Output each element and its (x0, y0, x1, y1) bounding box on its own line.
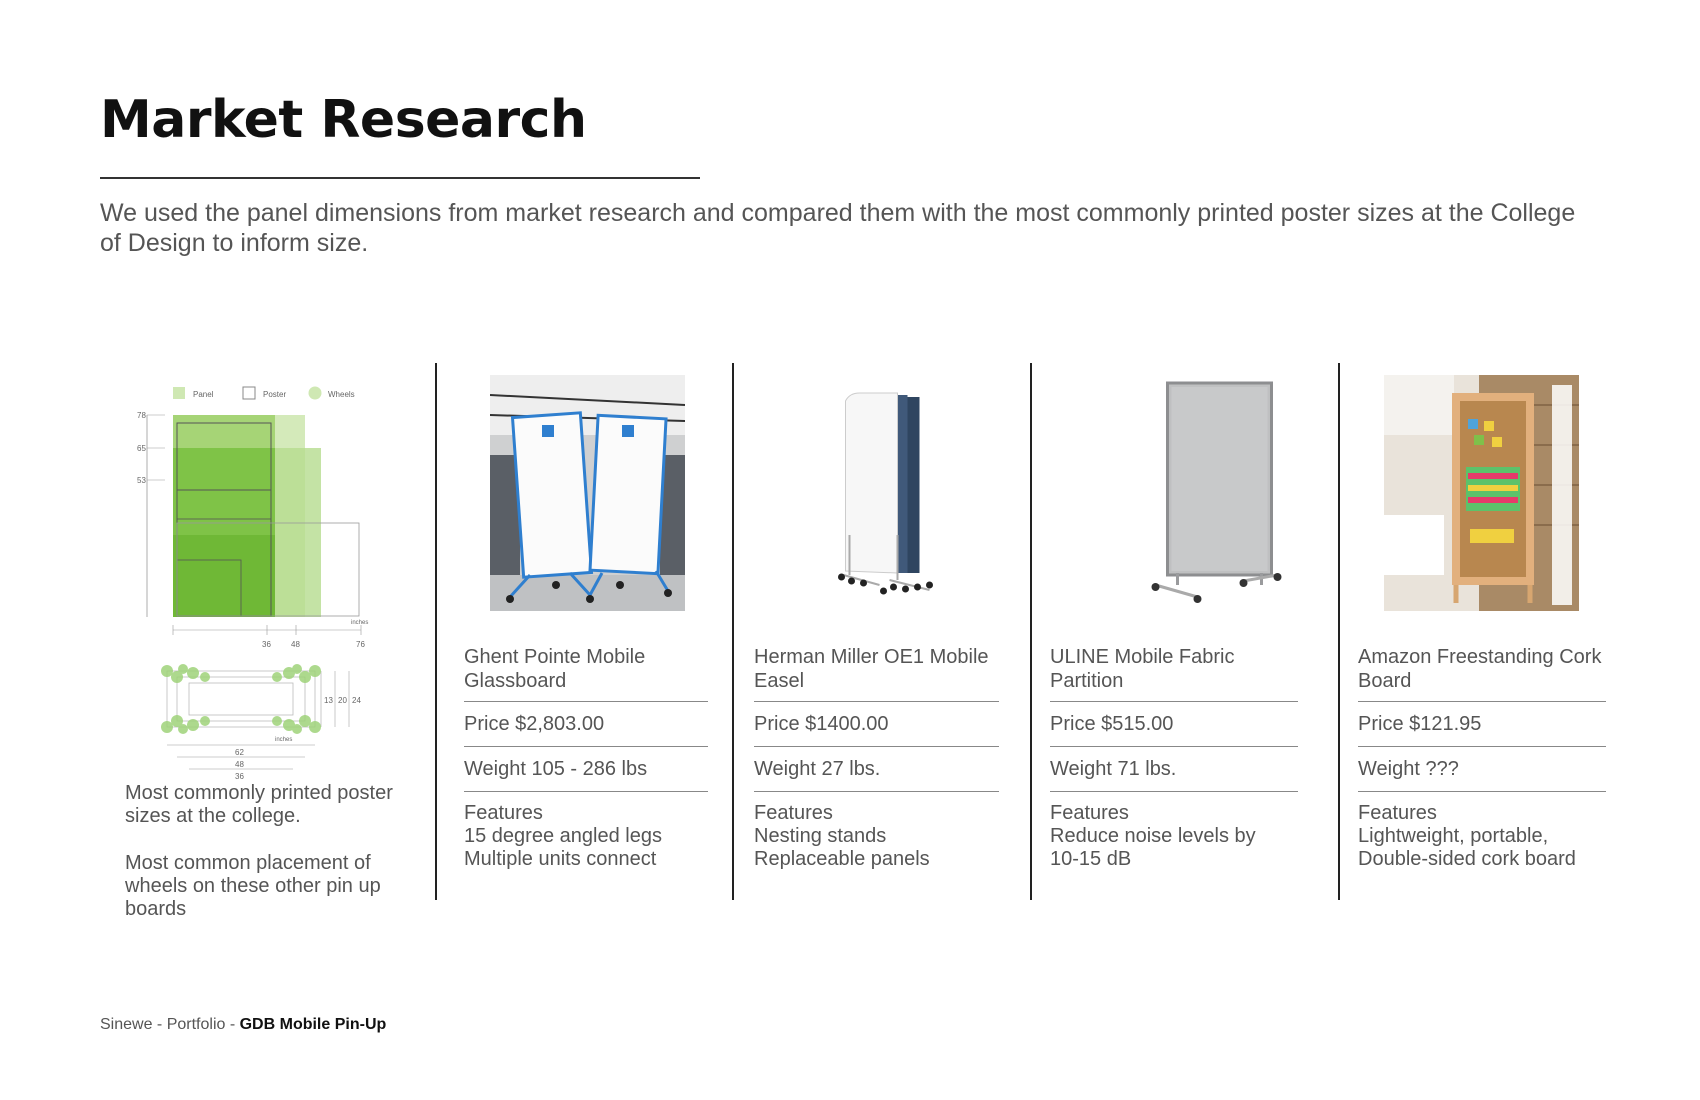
footer (100, 1016, 386, 1034)
feature-item: Double-sided cork board (1358, 848, 1576, 870)
caption-wheel-placement: Most common placement of wheels on these other pin up boards (125, 852, 381, 920)
column-divider (435, 363, 437, 900)
product-name: Herman Miller OE1 Mobile Easel (754, 646, 989, 692)
feature-item: 15 degree angled legs (464, 825, 662, 847)
page-title: Market Research (100, 90, 587, 150)
features-label: Features (464, 802, 543, 824)
legend-panel-label: Panel (193, 390, 214, 399)
cork-board-image (1384, 375, 1579, 611)
info-divider (1358, 746, 1606, 747)
info-divider (464, 746, 708, 747)
feature-item: 10-15 dB (1050, 848, 1132, 870)
info-divider (1358, 791, 1606, 792)
features-label: Features (1358, 802, 1437, 824)
partition-image (1120, 375, 1315, 611)
info-divider (1050, 701, 1298, 702)
info-divider (754, 701, 999, 702)
glassboard-image (490, 375, 685, 611)
column-divider (1338, 363, 1340, 900)
diagram-caption (125, 782, 425, 945)
wheel-unit-label: inches (275, 737, 293, 743)
info-divider (754, 791, 999, 792)
wheel-side-24: 24 (352, 696, 361, 705)
wheel-bottom-48: 48 (235, 760, 244, 769)
features-label: Features (1050, 802, 1129, 824)
wheel-bottom-36: 36 (235, 772, 244, 781)
product-name: Ghent Pointe Mobile Glassboard (464, 646, 646, 692)
x-unit-label: inches (351, 620, 369, 626)
feature-item: Nesting stands (754, 825, 887, 847)
caption-poster-sizes: Most commonly printed poster sizes at the college. (125, 782, 393, 827)
feature-item: Reduce noise levels by (1050, 825, 1256, 847)
product-weight: Weight 71 lbs. (1050, 758, 1177, 780)
info-divider (464, 701, 708, 702)
product-info (1050, 645, 1298, 871)
feature-item: Replaceable panels (754, 848, 930, 870)
wheel-markers (161, 664, 321, 734)
column-divider (732, 363, 734, 900)
legend-panel-swatch (173, 387, 185, 399)
features-label: Features (754, 802, 833, 824)
size-comparison-diagram (125, 375, 395, 785)
legend-poster-label: Poster (263, 390, 287, 399)
legend-wheel-swatch (309, 387, 322, 400)
info-divider (1050, 791, 1298, 792)
x-label-36: 36 (262, 640, 271, 649)
product-price: Price $2,803.00 (464, 713, 605, 735)
product-weight: Weight 105 - 286 lbs (464, 758, 648, 780)
product-info (754, 645, 999, 871)
product-weight: Weight ??? (1358, 758, 1459, 780)
y-label-53: 53 (137, 476, 146, 485)
legend-poster-swatch (243, 387, 255, 399)
product-price: Price $121.95 (1358, 713, 1482, 735)
wheel-side-13: 13 (324, 696, 333, 705)
wheel-side-20: 20 (338, 696, 347, 705)
x-label-76: 76 (356, 640, 365, 649)
product-price: Price $515.00 (1050, 713, 1174, 735)
product-price: Price $1400.00 (754, 713, 889, 735)
feature-item: Multiple units connect (464, 848, 657, 870)
product-info (464, 645, 708, 871)
product-name: Amazon Freestanding Cork Board (1358, 646, 1602, 692)
footer-portfolio-label: Sinewe - Portfolio - (100, 1016, 240, 1033)
intro-text: We used the panel dimensions from market research and compared them with the most commonly printed poster sizes at the College of Design to inform size. (100, 199, 1576, 257)
y-label-65: 65 (137, 444, 146, 453)
easel-image (802, 375, 997, 611)
footer-project-title: GDB Mobile Pin-Up (239, 1016, 387, 1033)
info-divider (464, 791, 708, 792)
feature-item: Lightweight, portable, (1358, 825, 1549, 847)
product-weight: Weight 27 lbs. (754, 758, 881, 780)
wheel-bottom-62: 62 (235, 748, 244, 757)
column-divider (1030, 363, 1032, 900)
title-underline (100, 177, 700, 179)
product-info (1358, 645, 1606, 871)
x-label-48: 48 (291, 640, 300, 649)
info-divider (1050, 746, 1298, 747)
info-divider (1358, 701, 1606, 702)
product-name: ULINE Mobile Fabric Partition (1050, 646, 1235, 692)
legend-wheels-label: Wheels (328, 390, 355, 399)
y-label-78: 78 (137, 411, 146, 420)
info-divider (754, 746, 999, 747)
